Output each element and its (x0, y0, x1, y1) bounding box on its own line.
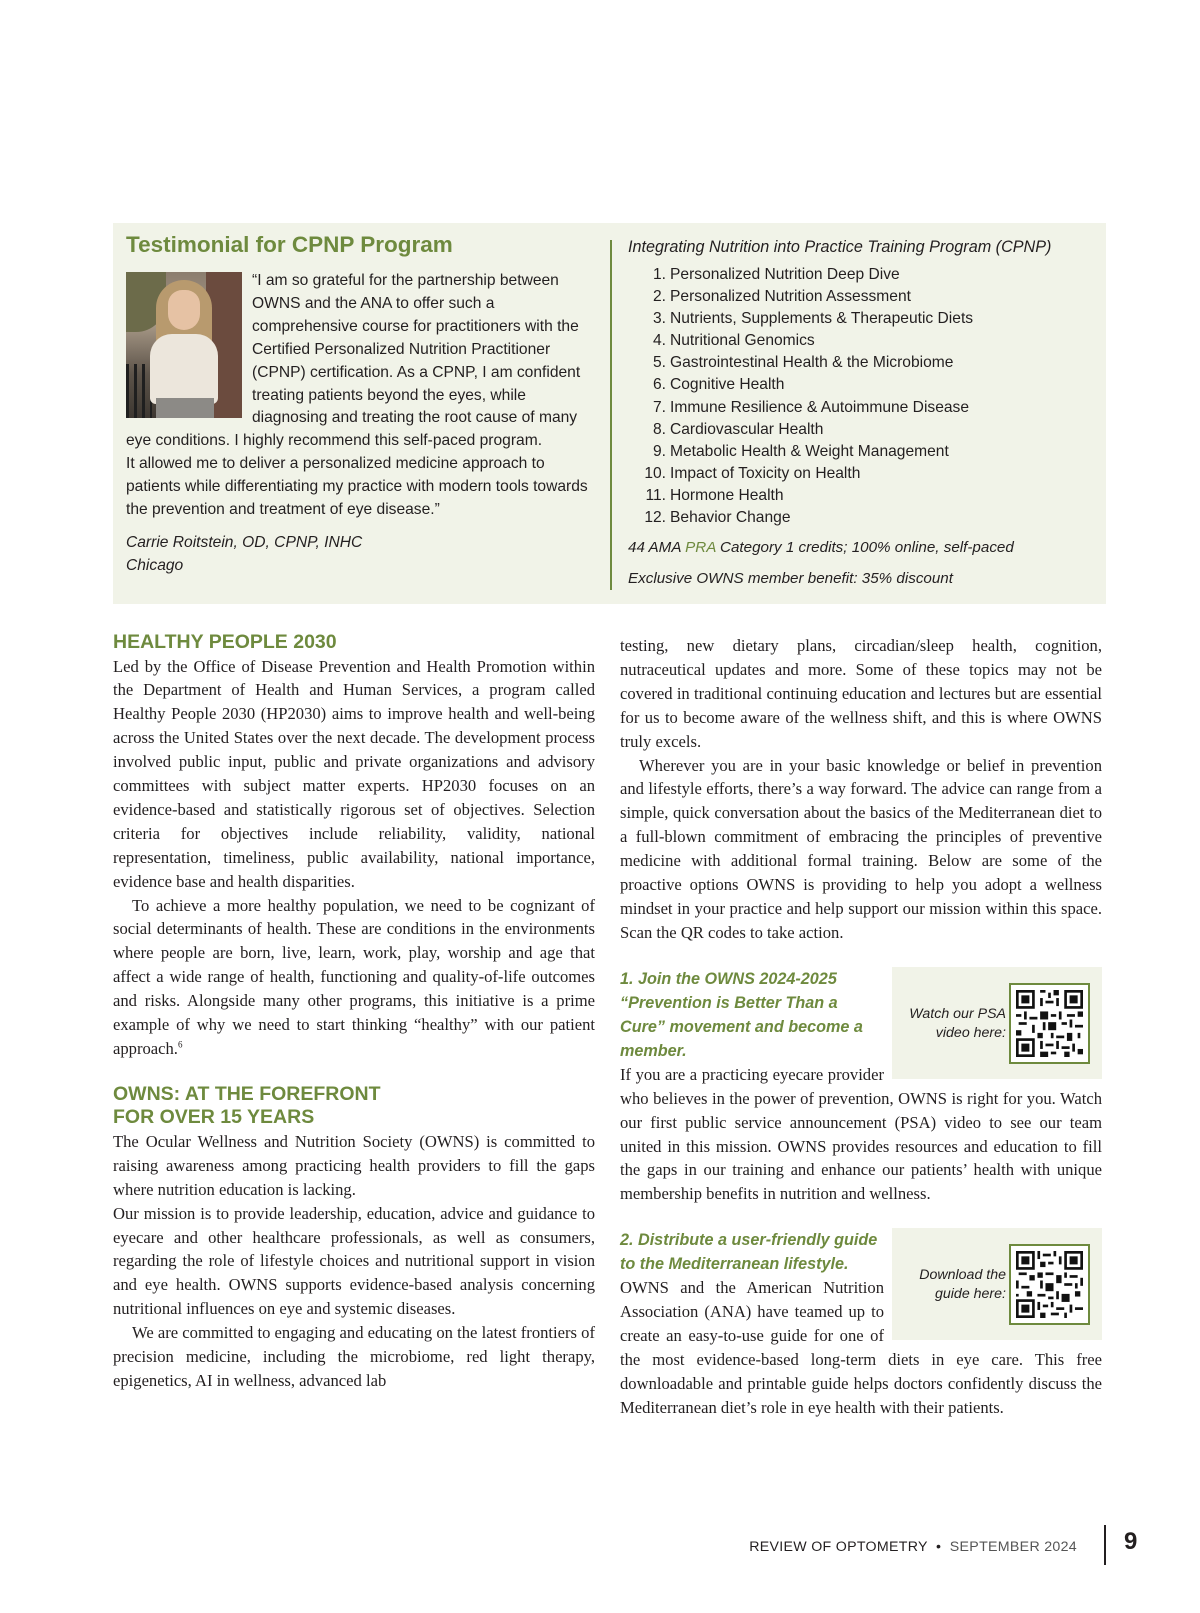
testimonial-photo (126, 272, 242, 418)
footer-separator: • (936, 1539, 942, 1555)
paragraph: OWNS and the American Nutrition Association (ANA) have teamed up to create an easy-to-use guide for one of the most evidence-based long-term diets in eye care. This free downloadable and printable guide helps doctors confidently discuss the Mediterranean diet’s role in eye health with their patients. (620, 1278, 1102, 1417)
testimonial-title: Testimonial for CPNP Program (126, 232, 453, 257)
program-credits: 44 AMA PRA Category 1 credits; 100% online, self-paced (628, 539, 1014, 557)
list-item: 5. Gastrointestinal Health & the Microbiome (652, 354, 954, 372)
testimonial-quote: “I am so grateful for the partnership between OWNS and the ANA to offer such a comprehensive course for practitioners with the Certified Personalized Nutrition Practitioner (CPNP) certification. As a CPNP, I am confident treating patients beyond the eyes, while diagnosing and treating the root cause of many eye conditions. I highly recommend this self-paced program. (126, 272, 581, 450)
page-footer (749, 1539, 1077, 1555)
qr-icon (1016, 990, 1083, 1057)
issue-date: SEPTEMBER 2024 (949, 1539, 1077, 1555)
program-member-benefit: Exclusive OWNS member benefit: 35% discount (628, 570, 953, 588)
paragraph: To achieve a more healthy population, we need to be cognizant of social determinants of health. These are conditions in the environments where people are born, live, learn, work, play, worship and age that affect a wide range of health, functioning and quality-of-life outcomes and risks. Alongside many other programs, this initiative is a prime example of why we need to start thinking “healthy” with our patient approach.$^6$ (113, 895, 595, 1058)
testimonial-location: Chicago (126, 556, 184, 574)
qr-label: Watch our PSA video here: (909, 1005, 1006, 1041)
paragraph: We are committed to engaging and educating on the latest frontiers of precision medicine, including the microbiome, red light therapy, epigenetics, AI in wellness, advanced lab (113, 1323, 595, 1390)
program-module-list (628, 264, 1098, 529)
list-item: 9. Metabolic Health & Weight Management (652, 442, 949, 460)
qr-label: Download the guide here: (919, 1267, 1006, 1303)
action-item-join-title: 1. Join the OWNS 2024-2025 “Prevention is Better Than a Cure” movement and become a member. (620, 969, 863, 1060)
paragraph: Led by the Office of Disease Prevention and Health Promotion within the Department of Health and Human Services, a program called Healthy People 2030 (HP2030) aims to improve health and well-being across the United States over the next decade. The development process involved public input, public and private organizations and advisory committees with subject matter experts. HP2030 focuses on an evidence-based and statistically rigorous set of objectives. Selection criteria for objectives include reliability, validity, national representation, timeliness, public availability, national importance, evidence base and health disparities. (113, 656, 595, 891)
heading-owns-forefront: OWNS: AT THE FOREFRONT FOR OVER 15 YEARS (113, 1082, 381, 1129)
list-item: 8. Cardiovascular Health (652, 420, 824, 438)
psa-qr-box (892, 967, 1102, 1079)
list-item: 1. Personalized Nutrition Deep Dive (652, 266, 900, 283)
list-item: 11. Hormone Health (645, 486, 784, 504)
paragraph: Wherever you are in your basic knowledge or belief in prevention and lifestyle efforts, there’s a way forward. The advice can range from a simple, quick conversation about the basics of the Mediterranean diet to a full-blown commitment of embracing the principles of preventive medicine with additional formal training. Below are some of the proactive options OWNS is providing to help you adopt a wellness mindset in your practice and help support our mission within this space. Scan the QR codes to take action. (620, 755, 1102, 942)
list-item: 12. Behavior Change (644, 509, 791, 527)
paragraph: If you are a practicing eyecare provider who believes in the power of prevention, OWNS is right for you. Watch our first public service announcement (PSA) video to see our team united in this mission. OWNS provides resources and education to fill the gaps in our training and enhance our patients’ health with unique membership benefits in nutrition and wellness. (620, 1064, 1102, 1204)
list-item: 3. Nutrients, Supplements & Therapeutic Diets (652, 310, 974, 328)
heading-healthy-people: HEALTHY PEOPLE 2030 (113, 631, 337, 653)
testimonial-quote-continued: It allowed me to deliver a personalized medicine approach to patients while differentiating my practice with modern tools towards the prevention and treatment of eye disease.” (126, 455, 588, 519)
left-column (113, 631, 595, 1393)
testimonial-author: Carrie Roitstein, OD, CPNP, INHC (126, 533, 363, 551)
guide-qr-box (892, 1228, 1102, 1340)
reference-number: 6 (177, 1039, 183, 1050)
list-item: 2. Personalized Nutrition Assessment (652, 288, 911, 306)
footer-divider (1104, 1525, 1106, 1565)
box-divider (610, 240, 612, 590)
paragraph: The Ocular Wellness and Nutrition Society (OWNS) is committed to raising awareness among practicing health providers to fill the gaps where nutrition education is lacking. (113, 1131, 595, 1199)
publication-name: REVIEW OF OPTOMETRY (749, 1539, 928, 1555)
psa-qr-code[interactable] (1009, 983, 1090, 1064)
testimonial-column (126, 232, 598, 577)
testimonial-attribution (126, 531, 598, 577)
guide-qr-code[interactable] (1009, 1244, 1090, 1325)
action-item-guide-title: 2. Distribute a user-friendly guide to the Mediterranean lifestyle. (620, 1231, 878, 1274)
list-item: 7. Immune Resilience & Autoimmune Disease (652, 398, 970, 416)
list-item: 6. Cognitive Health (652, 376, 785, 394)
paragraph: Our mission is to provide leadership, education, advice and guidance to eyecare and other healthcare professionals, as well as consumers, regarding the role of lifestyle choices and nutritional support in vision and eye health. OWNS supports evidence-based analysis concerning nutritional influences on eye and systemic diseases. (113, 1203, 595, 1319)
right-column (620, 634, 1102, 1420)
paragraph: testing, new dietary plans, circadian/sleep health, cognition, nutraceutical updates and more. Some of these topics may not be covered in traditional continuing education and lectures but are essential for us to become aware of the wellness shift, and this is where OWNS truly excels. (620, 636, 1102, 751)
page-number: 9 (1124, 1528, 1138, 1555)
pra-link: PRA (685, 539, 716, 557)
program-title: Integrating Nutrition into Practice Training Program (CPNP) (628, 238, 1052, 256)
qr-icon (1016, 1251, 1083, 1318)
list-item: 10. Impact of Toxicity on Health (644, 464, 861, 482)
list-item: 4. Nutritional Genomics (652, 332, 815, 350)
program-column (628, 236, 1098, 590)
